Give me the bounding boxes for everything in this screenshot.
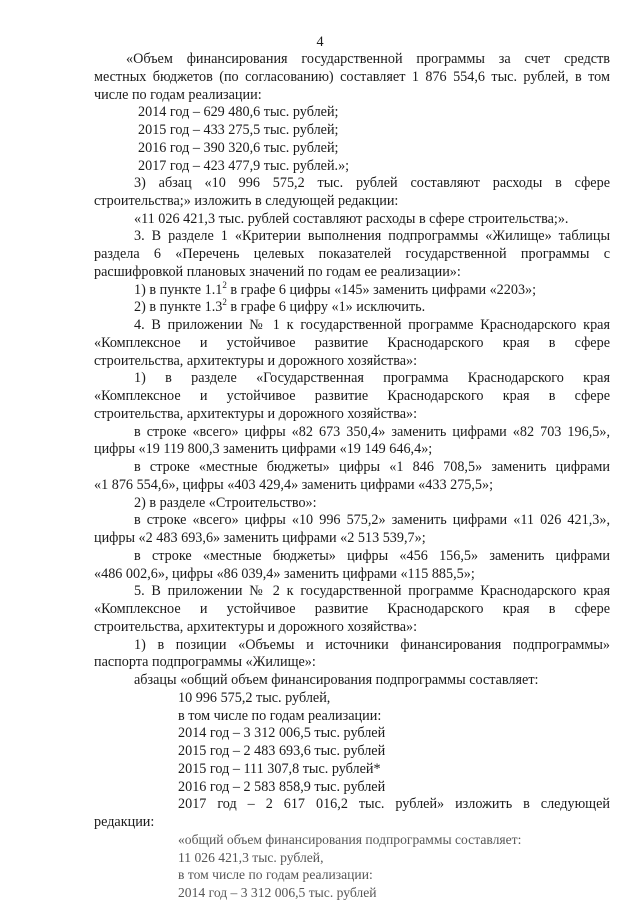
- text-line: 2016 год – 390 320,6 тыс. рублей;: [138, 139, 339, 156]
- text-line: в строке «местные бюджеты» цифры «456 156,5» заменить цифрами: [134, 547, 610, 564]
- text-line: в строке «всего» цифры «10 996 575,2» заменить цифрами «11 026 421,3»,: [134, 512, 610, 529]
- text-line: строительства, архитектуры и дорожного хозяйства»:: [94, 405, 418, 422]
- text-line: абзацы «общий объем финансирования подпрограммы составляет:: [134, 672, 539, 689]
- text-line: 4. В приложении № 1 к государственной программе Краснодарского края: [134, 317, 610, 334]
- text-line: 1) в позиции «Объемы и источники финансирования подпрограммы»: [134, 636, 610, 653]
- text-line: 3) абзац «10 996 575,2 тыс. рублей составляют расходы в сфере: [134, 175, 610, 192]
- text-line: 10 996 575,2 тыс. рублей,: [178, 689, 331, 706]
- text-line: 2) в разделе «Строительство»:: [134, 494, 317, 511]
- text-line: 1) в разделе «Государственная программа Краснодарского края: [134, 370, 610, 387]
- superscript: 2: [222, 297, 227, 308]
- text-line: «Комплексное и устойчивое развитие Краснодарского края в сфере: [94, 388, 610, 405]
- text-line: раздела 6 «Перечень целевых показателей государственной программы с: [94, 246, 610, 263]
- text-line: в том числе по годам реализации:: [178, 867, 373, 883]
- text-line: 5. В приложении № 2 к государственной программе Краснодарского края: [134, 583, 610, 600]
- text-line: паспорта подпрограммы «Жилище»:: [94, 654, 316, 671]
- text-line: 2015 год – 111 307,8 тыс. рублей*: [178, 760, 381, 777]
- text-line: в строке «местные бюджеты» цифры «1 846 708,5» заменить цифрами: [134, 459, 610, 476]
- text-line: цифры «2 483 693,6» заменить цифрами «2 513 539,7»;: [94, 530, 426, 547]
- text-line: местных бюджетов (по согласованию) составляет 1 876 554,6 тыс. рублей, в том: [94, 68, 610, 85]
- text-line: строительства;» изложить в следующей редакции:: [94, 193, 399, 209]
- text-line: в том числе по годам реализации:: [178, 707, 382, 724]
- text-line: «1 876 554,6», цифры «403 429,4» заменить цифрами «433 275,5»;: [94, 476, 494, 493]
- text-line: в строке «всего» цифры «82 673 350,4» заменить цифрами «82 703 196,5»,: [134, 423, 610, 440]
- text-line: [134, 279, 537, 298]
- text-line: 2016 год – 2 583 858,9 тыс. рублей: [178, 778, 386, 795]
- text-line: редакции:: [94, 814, 155, 830]
- text-line: 2015 год – 2 483 693,6 тыс. рублей: [178, 743, 386, 759]
- text-line: 2017 год – 2 617 016,2 тыс. рублей» изложить в следующей: [178, 796, 610, 813]
- text-segment: в графе 6 цифру «1» исключить.: [226, 299, 426, 316]
- text-line: «Комплексное и устойчивое развитие Краснодарского края в сфере: [94, 601, 610, 618]
- text-line: 2015 год – 433 275,5 тыс. рублей;: [138, 122, 339, 138]
- text-line: цифры «19 119 800,3 заменить цифрами «19 149 646,4»;: [94, 441, 433, 458]
- text-line: «Объем финансирования государственной программы за счет средств: [126, 51, 610, 67]
- text-segment: 2) в пункте 1.3: [134, 299, 223, 316]
- text-line: «Комплексное и устойчивое развитие Краснодарского края в сфере: [94, 334, 610, 351]
- superscript: 2: [222, 279, 227, 290]
- text-line: «11 026 421,3 тыс. рублей составляют расходы в сфере строительства;».: [134, 210, 569, 227]
- text-line: числе по годам реализации:: [94, 86, 262, 103]
- text-line: [134, 299, 425, 315]
- text-line: 2014 год – 3 312 006,5 тыс. рублей: [178, 725, 386, 742]
- text-line: 2017 год – 423 477,9 тыс. рублей.»;: [138, 157, 350, 174]
- text-segment: в графе 6 цифры «145» заменить цифрами «2203»;: [226, 281, 537, 298]
- text-line: строительства, архитектуры и дорожного хозяйства»:: [94, 618, 418, 635]
- text-line: «общий объем финансирования подпрограммы составляет:: [178, 831, 522, 847]
- text-line: строительства, архитектуры и дорожного хозяйства»:: [94, 352, 418, 369]
- text-line: 11 026 421,3 тыс. рублей,: [178, 849, 324, 865]
- text-line: расшифровкой плановых значений по годам ее реализации»:: [94, 263, 461, 280]
- text-line: 3. В разделе 1 «Критерии выполнения подпрограммы «Жилище» таблицы: [134, 228, 610, 245]
- page-number: 4: [316, 34, 324, 50]
- text-line: 2014 год – 629 480,6 тыс. рублей;: [138, 104, 339, 121]
- text-line: «486 002,6», цифры «86 039,4» заменить цифрами «115 885,5»;: [94, 565, 475, 582]
- text-line: 2014 год – 3 312 006,5 тыс. рублей: [178, 885, 377, 900]
- text-segment: 1) в пункте 1.1: [134, 281, 223, 298]
